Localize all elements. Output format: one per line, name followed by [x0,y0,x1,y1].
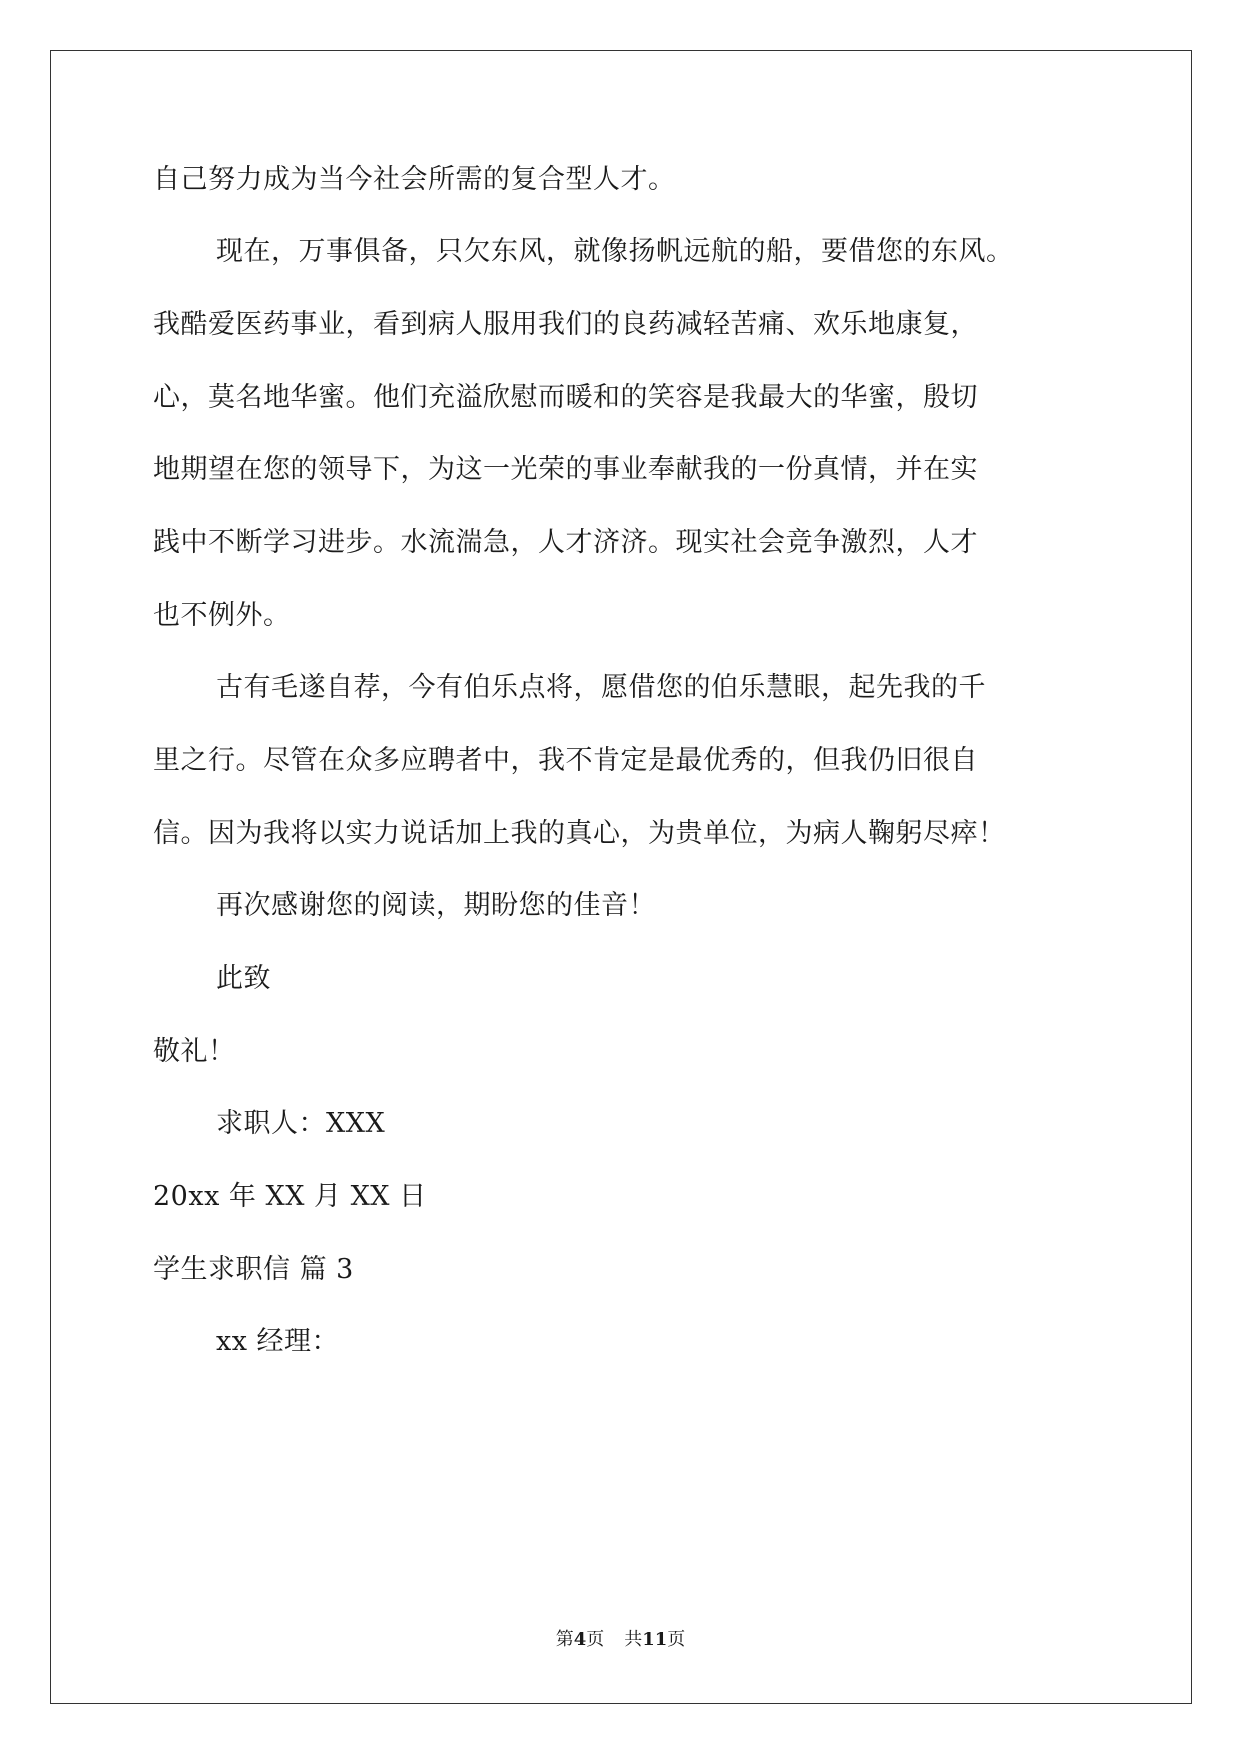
salutation-regards: 敬礼！ [153,1036,236,1067]
text-line: 也不例外。 [153,600,291,631]
applicant-signature: 求职人：XXX [216,1108,386,1139]
text-line: 心，莫名地华蜜。他们充溢欣慰而暖和的笑容是我最大的华蜜，殷切 [153,382,978,413]
salutation-closing: 此致 [216,963,271,994]
text-line: 自己努力成为当今社会所需的复合型人才。 [153,164,676,195]
footer-page-prefix: 第 [555,1629,574,1650]
text-line: 再次感谢您的阅读，期盼您的佳音！ [216,890,656,921]
footer-page-suffix: 页 [586,1629,605,1650]
footer-total-prefix: 共 [624,1629,643,1650]
page-border [50,50,1192,1704]
footer-total-pages: 11 [642,1629,668,1650]
text-line: 信。因为我将以实力说话加上我的真心，为贵单位，为病人鞠躬尽瘁！ [153,818,1006,849]
footer-total-suffix: 页 [667,1629,686,1650]
text-line: 我酷爱医药事业，看到病人服用我们的良药减轻苦痛、欢乐地康复， [153,309,978,340]
section-title: 学生求职信 篇 3 [153,1254,354,1285]
text-line: 现在，万事俱备，只欠东风，就像扬帆远航的船，要借您的东风。 [216,236,1014,267]
footer-page-number: 4 [573,1629,587,1650]
text-line: 里之行。尽管在众多应聘者中，我不肯定是最优秀的，但我仍旧很自 [153,745,978,776]
text-line: 古有毛遂自荐，今有伯乐点将，愿借您的伯乐慧眼，起先我的千 [216,672,986,703]
letter-date: 20xx 年 XX 月 XX 日 [153,1181,427,1212]
text-line: 地期望在您的领导下，为这一光荣的事业奉献我的一份真情，并在实 [153,454,978,485]
text-line: 践中不断学习进步。水流湍急，人才济济。现实社会竞争激烈，人才 [153,527,978,558]
letter-greeting: xx 经理： [216,1326,340,1357]
page-footer [0,1628,1241,1652]
